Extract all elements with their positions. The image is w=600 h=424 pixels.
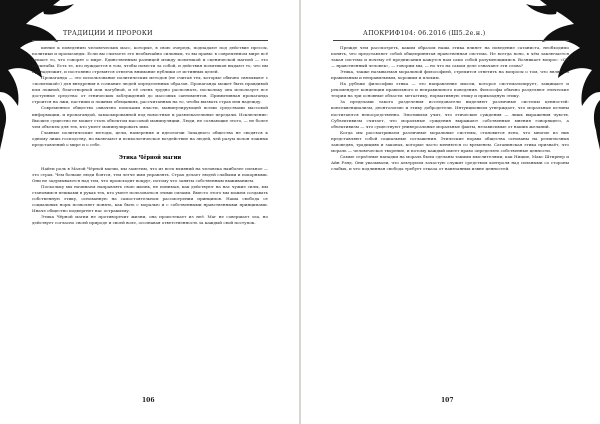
header-rule: [333, 40, 569, 41]
paragraph: Самые серьёзные нападки на мораль были сделаны такими мыслителями, как Ницше, Макс Штирнер и Айн Рэнд. Они указывали, что альтруизм зачастую служит средством контроля над сильными со стороны слабых, и что подлинная свобода требует отказа от навязанных извне ценностей.: [331, 153, 569, 171]
page-number: 107: [441, 397, 454, 404]
paragraph: Этика Чёрной магии не противоречит жизни, она проистекает из неё. Маг не совершает зла, но действует согласно своей природе и своей воле, осознавая ответственность за каждый свой поступок.: [32, 214, 268, 226]
running-head: АПОКРИФ104: 06.2016 (Ш5.2е.н.): [363, 30, 486, 37]
section-title: Этика Чёрной магии: [118, 154, 182, 161]
paragraph: Когда мы рассматриваем различные моральные системы, становится ясно, что многие из них представляют собой социальные соглашения. Этические нормы общества основаны на религиозных заповедях, традициях и законах, которые часто меняются со временем. Сатанинская этика признаёт, что мораль — человеческое творение, и потому каждый имеет право определять собственные ценности.: [331, 129, 569, 153]
running-head: ТРАДИЦИИ И ПРОРОКИ: [63, 30, 153, 37]
body-text: [331, 45, 569, 172]
paragraph: Главные политические методы, цели, намерения и идеологии Западного общества не сводятся к одному лишь господству, но включают и психологическое воздействие на людей, чей разум полон ложных представлений о мире и о себе.: [32, 129, 268, 147]
paragraph: За пределами такого разделения исследователи выделяют различные системы ценностей: консеквенциализм, деонтологию и этику добродетели. Интуиционизм утверждает, что моральные истины постигаются непосредственно. Эмотивизм учит, что этические суждения — лишь выражения чувств. Субъективизм считает, что моральные суждения выражают собственные мнения говорящего, а объективизм — что существуют универсальные моральные факты, независимые от наших желаний.: [331, 99, 569, 129]
paragraph: На рубеже философии этика — это направление мысли, которое систематизирует, защищает и рекомендует концепции правильного и неправильного поведения. Философы обычно разделяют этические теории на три основные области: метаэтику, нормативную этику и прикладную этику.: [331, 81, 569, 99]
left-page: [0, 0, 299, 424]
paragraph: шение к поведению человеческих масс, которые, в свою очередь, подпадают под действие прессы, политики и пропаганды. Если вы считаете это необычайно сильным, то вы правы: в современном мире всё решает то, что говорят о мире. Единственным разницей между политикой и сценической магией — это масштабы. Есть те, кто нуждается в том, чтобы повести за собой, и действия политиков выдают то, что им принадлежит, и постоянно стремятся отвлечь внимание публики от истинных целей.: [32, 45, 268, 75]
page-number: 106: [142, 397, 155, 404]
body-text: [32, 45, 268, 226]
right-page: [301, 0, 600, 424]
header-rule: [32, 40, 268, 41]
paragraph: Пропаганда — это использование политических методов (не считая тех, которые обычно связывают с «политикой») для внедрения в сознание людей определенных образов. Пропаганда может быть правдивой или ложной, благотворной или пагубной, и её очень трудно распознать, поскольку она использует все доступные средства: от этнических заблуждений до массовых сантиментов. Примитивная пропаганда строится на лжи, пастиши и ложных обещаниях, рассчитанных на то, чтобы вызвать страх или надежду.: [32, 75, 268, 105]
paragraph: Этика, также называемая моральной философией, стремится ответить на вопросы о том, что является правильным и неправильным, хорошим и плохим.: [331, 69, 569, 81]
paragraph: Найти роль в Малой Чёрной магии, мы заметим, что из всех влияний на человека наиболее сильное — это страх. Чем больше люди боятся, тем легче ими управлять. Страх делает людей слабыми и покорными. Они не задумываются над тем, что происходит вокруг, потому что заняты собственным выживанием.: [32, 165, 268, 183]
paragraph: Прежде чем рассмотреть, каким образом наша этика влияет на поведение сатаниста, необходимо понять, что представляет собой общепринятая нравственная система. Не всегда ясно, в чём заключается такая система и почему её предписания кажутся нам само собой разумеющимися. Возникает вопрос: «Он — нравственный человек», — говорим мы, — но что на самом деле означают эти слова?: [331, 45, 569, 69]
paragraph: Современное общество охвачено поисками власти, манипулирующей всеми средствами массовой информации, и пропагандой, замаскированной под новостные и развлекательные передачи. Исключение: Высшее существо не может стать объектом массовой манипуляции. Люди, не сознающие этого, — не более чем объекты для тех, кто умеет манипулировать ими.: [32, 105, 268, 129]
paragraph: Поскольку мы начинаем направлять свою жизнь, не понимая, как действуют на нас чужие силы, мы становимся пешками в руках тех, кто умеет пользоваться этими силами. Вместо этого мы можем создавать собственную этику, основанную на самостоятельном рассмотрении принципов. Наша свобода от социальных норм позволяет понять, как быть с моралью и с собственными нравственными принципами. Иначе общество подвергнет нас остракизму.: [32, 183, 268, 214]
